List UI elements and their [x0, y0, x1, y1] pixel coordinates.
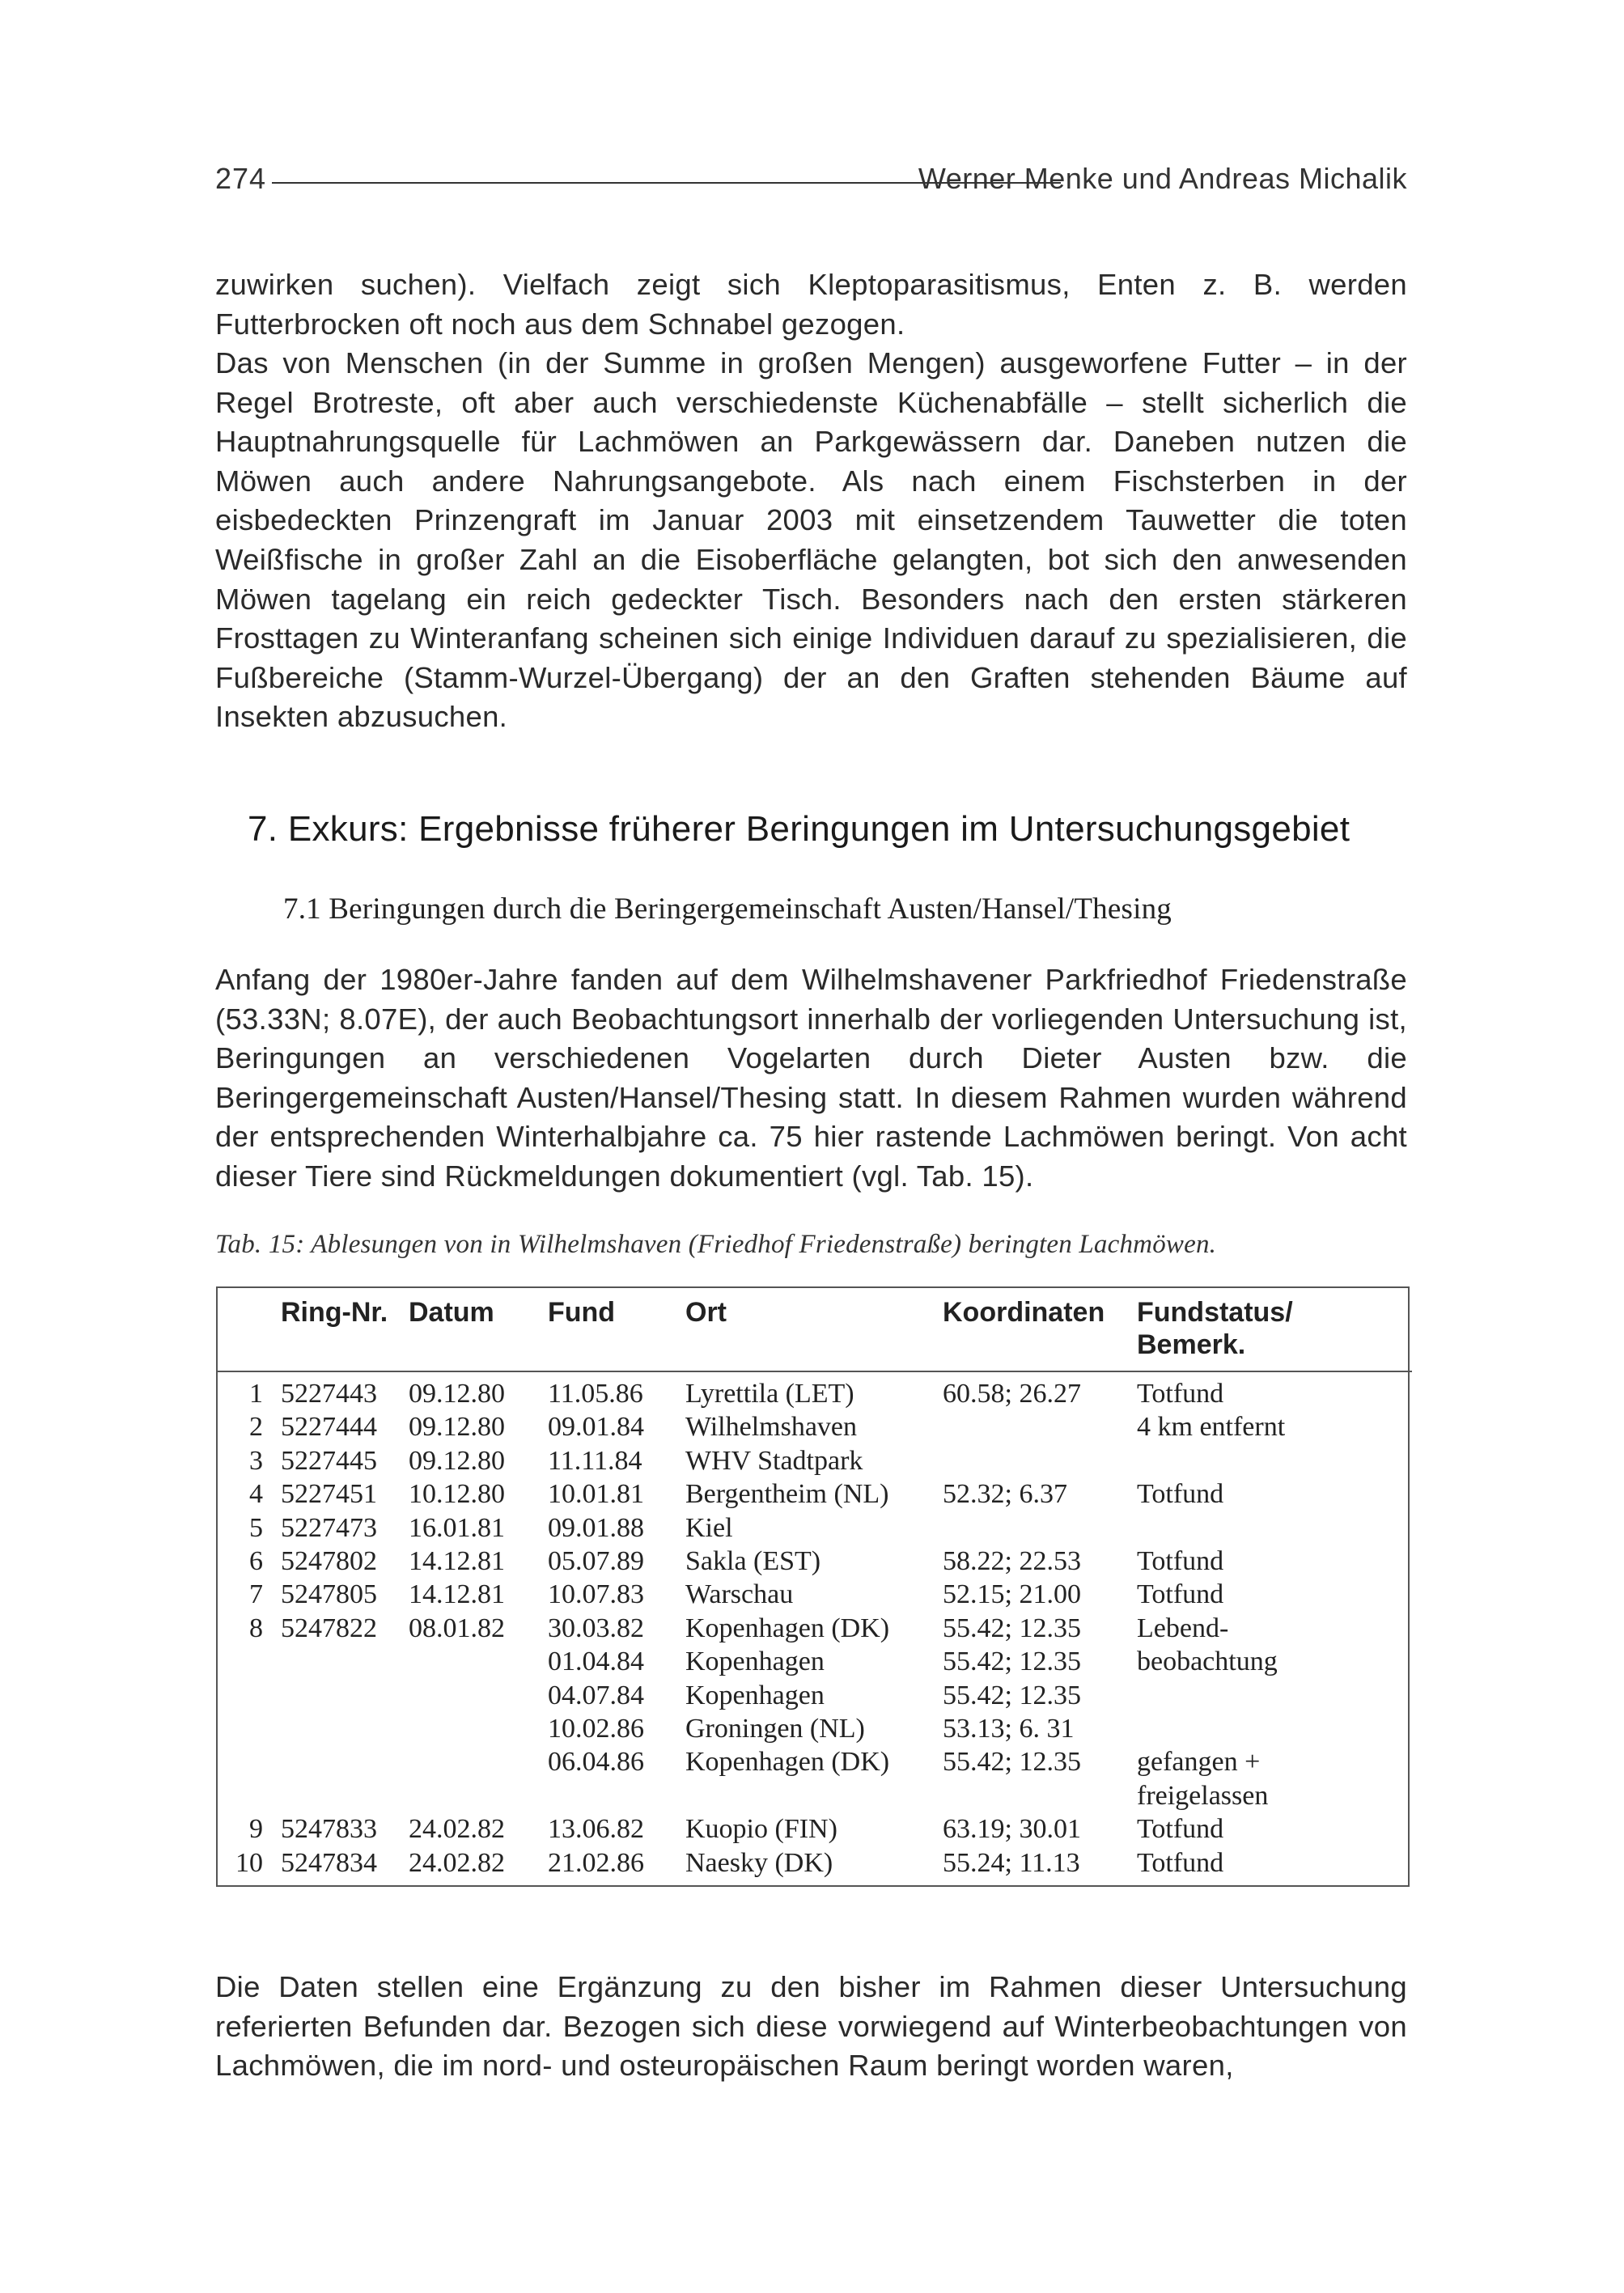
cell-nr [218, 1712, 281, 1745]
cell-ring-nr: 5247833 [281, 1814, 377, 1845]
cell-ring-nr: 5227444 [281, 1412, 377, 1443]
cell-nr: 3 [249, 1445, 263, 1476]
section-heading: 7. Exkurs: Ergebnisse früherer Beringungen im Untersuchungsgebiet [248, 809, 1351, 849]
cell-fund: 10.02.86 [548, 1714, 644, 1744]
cell-nr [218, 1779, 281, 1812]
table-header-row [218, 1296, 1412, 1329]
header-bemerk: Bemerk. [1137, 1329, 1412, 1371]
cell-nr: 6 [249, 1546, 263, 1577]
cell-datum [409, 1645, 548, 1678]
header-ring-nr: Ring-Nr. [281, 1297, 388, 1328]
cell-ort: Kuopio (FIN) [685, 1814, 837, 1845]
cell-koordinaten [943, 1444, 1137, 1477]
cell-koordinaten: 58.22; 22.53 [943, 1546, 1081, 1577]
cell-ring-nr: 5247805 [281, 1579, 377, 1610]
cell-koordinaten [943, 1779, 1137, 1812]
cell-fund: 04.07.84 [548, 1680, 644, 1710]
table-row [218, 1745, 1412, 1778]
header-datum: Datum [409, 1297, 494, 1328]
cell-datum: 09.12.80 [409, 1412, 505, 1443]
cell-koordinaten: 55.42; 12.35 [943, 1680, 1081, 1710]
cell-ring-nr: 5227473 [281, 1512, 377, 1543]
subsection-heading: 7.1 Beringungen durch die Beringergemeinschaft Austen/Hansel/Thesing [283, 892, 1172, 926]
cell-nr: 10 [235, 1847, 263, 1878]
paragraph-kleptoparasitism: zuwirken suchen). Vielfach zeigt sich Kleptoparasitismus, Enten z. B. werden Futterbrocken oft noch aus dem Schnabel gezogen. [215, 268, 1407, 341]
cell-fundstatus: gefangen + [1137, 1747, 1261, 1778]
table-row [218, 1712, 1412, 1745]
cell-fund: 05.07.89 [548, 1546, 644, 1577]
cell-fund: 09.01.88 [548, 1512, 644, 1543]
cell-fundstatus: Totfund [1137, 1379, 1224, 1409]
cell-ort: Warschau [685, 1579, 794, 1610]
cell-koordinaten: 52.15; 21.00 [943, 1579, 1081, 1610]
table-caption: Tab. 15: Ablesungen von in Wilhelmshaven (Friedhof Friedenstraße) beringten Lachmöwen. [215, 1230, 1217, 1259]
cell-fund: 13.06.82 [548, 1814, 644, 1845]
cell-ring-nr [281, 1745, 409, 1778]
cell-fund: 11.11.84 [548, 1445, 642, 1476]
cell-fund [548, 1779, 685, 1812]
cell-datum [409, 1745, 548, 1778]
header-ort: Ort [685, 1297, 727, 1328]
cell-koordinaten [943, 1511, 1137, 1545]
table-header-row-2 [218, 1329, 1412, 1371]
cell-ort: WHV Stadtpark [685, 1445, 863, 1476]
cell-nr: 1 [249, 1379, 263, 1409]
cell-nr: 4 [249, 1479, 263, 1510]
cell-ort: Kopenhagen (DK) [685, 1747, 890, 1778]
header-fund: Fund [548, 1297, 616, 1328]
cell-ort: Groningen (NL) [685, 1714, 865, 1744]
header-cell-empty [409, 1329, 548, 1371]
cell-ring-nr [281, 1679, 409, 1712]
cell-ring-nr: 5227443 [281, 1379, 377, 1409]
cell-datum: 14.12.81 [409, 1579, 505, 1610]
table-row [218, 1812, 1412, 1846]
cell-datum: 14.12.81 [409, 1546, 505, 1577]
table-row [218, 1410, 1412, 1443]
cell-nr: 8 [249, 1613, 263, 1643]
cell-ring-nr: 5247802 [281, 1546, 377, 1577]
cell-koordinaten [943, 1410, 1137, 1443]
cell-fund: 21.02.86 [548, 1847, 644, 1878]
cell-ring-nr: 5247822 [281, 1613, 377, 1643]
paragraph-ringing-history: Anfang der 1980er-Jahre fanden auf dem Wilhelmshavener Parkfriedhof Friedenstraße (53.33N; 8.07E), der auch Beobachtungsort innerhalb der vorliegenden Untersuchung ist, Beringungen an verschiedenen Vogelarten durch Dieter Austen bzw. die Beringergemeinschaft Austen/Hansel/Thesing statt. In diesem Rahmen wurden während der entsprechenden Winterhalbjahre ca. 75 hier rastende Lachmöwen beringt. Von acht dieser Tiere sind Rückmeldungen dokumentiert (vgl. Tab. 15). [215, 963, 1407, 1193]
cell-datum: 08.01.82 [409, 1613, 505, 1643]
header-koordinaten: Koordinaten [943, 1297, 1105, 1328]
cell-ring-nr: 5247834 [281, 1847, 377, 1878]
cell-ort: Kopenhagen [685, 1647, 825, 1677]
table-row [218, 1444, 1412, 1477]
cell-ort: Kopenhagen [685, 1680, 825, 1710]
paragraph-food-sources: Das von Menschen (in der Summe in großen Mengen) ausgeworfene Futter – in der Regel Brotreste, oft aber auch verschiedenste Küchenabfälle – stellt sicherlich die Hauptnahrungsquelle für Lachmöwen an Parkgewässern dar. Daneben nutzen die Möwen auch andere Nahrungsangebote. Als nach einem Fischsterben in der eisbedeckten Prinzengraft im Januar 2003 mit einsetzendem Tauwetter die toten Weißfische in großer Zahl an die Eisoberfläche gelangten, bot sich den anwesenden Möwen tagelang ein reich gedeckter Tisch. Besonders nach den ersten stärkeren Frosttagen zu Winteranfang scheinen sich einige Individuen darauf zu spezialisieren, die Fußbereiche (Stamm-Wurzel-Übergang) der an den Graften stehenden Bäume auf Insekten abzusuchen. [215, 346, 1407, 734]
cell-fund: 10.07.83 [548, 1579, 644, 1610]
cell-fundstatus: Totfund [1137, 1479, 1224, 1510]
cell-koordinaten: 55.42; 12.35 [943, 1647, 1081, 1677]
cell-koordinaten: 55.24; 11.13 [943, 1847, 1080, 1878]
cell-datum [409, 1679, 548, 1712]
cell-ring-nr: 5227445 [281, 1445, 377, 1476]
header-nr [218, 1296, 281, 1329]
cell-nr [218, 1745, 281, 1778]
cell-fundstatus: 4 km entfernt [1137, 1412, 1286, 1443]
table-row [218, 1578, 1412, 1611]
cell-fund: 10.01.81 [548, 1479, 644, 1510]
header-cell-empty [218, 1329, 281, 1371]
cell-datum [409, 1779, 548, 1812]
cell-datum: 16.01.81 [409, 1512, 505, 1543]
cell-fundstatus [1137, 1444, 1412, 1477]
header-cell-empty [548, 1329, 685, 1371]
table-row [218, 1545, 1412, 1578]
cell-fund: 01.04.84 [548, 1647, 644, 1677]
cell-fundstatus: Totfund [1137, 1546, 1224, 1577]
cell-nr [218, 1645, 281, 1678]
cell-datum: 10.12.80 [409, 1479, 505, 1510]
cell-datum: 09.12.80 [409, 1379, 505, 1409]
cell-fundstatus: Totfund [1137, 1579, 1224, 1610]
header-cell-empty [685, 1329, 943, 1371]
cell-fund: 11.05.86 [548, 1379, 643, 1409]
cell-ort: Sakla (EST) [685, 1546, 821, 1577]
cell-fundstatus [1137, 1679, 1412, 1712]
cell-ort: Kiel [685, 1512, 733, 1543]
table-row [218, 1371, 1412, 1410]
cell-nr [218, 1679, 281, 1712]
cell-ring-nr [281, 1645, 409, 1678]
cell-ort: Wilhelmshaven [685, 1412, 858, 1443]
table-row [218, 1511, 1412, 1545]
header-cell-empty [943, 1329, 1137, 1371]
cell-fundstatus: Totfund [1137, 1814, 1224, 1845]
running-header [215, 162, 1407, 210]
table-row [218, 1846, 1412, 1880]
cell-datum: 09.12.80 [409, 1445, 505, 1476]
cell-fundstatus: freigelassen [1137, 1780, 1269, 1811]
cell-ring-nr [281, 1779, 409, 1812]
cell-koordinaten: 63.19; 30.01 [943, 1814, 1081, 1845]
cell-koordinaten: 53.13; 6. 31 [943, 1714, 1075, 1744]
cell-ort: Bergentheim (NL) [685, 1479, 889, 1510]
cell-datum: 24.02.82 [409, 1847, 505, 1878]
cell-ort [685, 1779, 943, 1812]
cell-ring-nr [281, 1712, 409, 1745]
table-row [218, 1645, 1412, 1678]
table-row [218, 1612, 1412, 1645]
cell-fundstatus: beobachtung [1137, 1647, 1278, 1677]
table-row [218, 1477, 1412, 1511]
cell-fund: 09.01.84 [548, 1412, 644, 1443]
header-authors: Werner Menke und Andreas Michalik [918, 162, 1407, 195]
cell-nr: 7 [249, 1579, 263, 1610]
cell-koordinaten: 55.42; 12.35 [943, 1613, 1081, 1643]
table-row [218, 1679, 1412, 1712]
table-row [218, 1779, 1412, 1812]
page-number: 274 [215, 162, 267, 195]
cell-fundstatus [1137, 1712, 1412, 1745]
header-cell-empty [281, 1329, 409, 1371]
cell-ort: Kopenhagen (DK) [685, 1613, 890, 1643]
header-fundstatus: Fundstatus/ [1137, 1297, 1293, 1328]
cell-fundstatus: Lebend- [1137, 1613, 1229, 1643]
cell-fund: 30.03.82 [548, 1613, 644, 1643]
ring-recovery-table [218, 1296, 1412, 1880]
paragraph-conclusion: Die Daten stellen eine Ergänzung zu den bisher im Rahmen dieser Untersuchung referierten Befunden dar. Bezogen sich diese vorwiegend auf Winterbeobachtungen von Lachmöwen, die im nord- und osteuropäischen Raum beringt worden waren, [215, 1970, 1407, 2083]
cell-fundstatus: Totfund [1137, 1847, 1224, 1878]
cell-ring-nr: 5227451 [281, 1479, 377, 1510]
cell-datum: 24.02.82 [409, 1814, 505, 1845]
cell-koordinaten: 55.42; 12.35 [943, 1747, 1081, 1778]
cell-ort: Lyrettila (LET) [685, 1379, 854, 1409]
cell-koordinaten: 60.58; 26.27 [943, 1379, 1081, 1409]
cell-datum [409, 1712, 548, 1745]
cell-ort: Naesky (DK) [685, 1847, 833, 1878]
cell-fundstatus [1137, 1511, 1412, 1545]
cell-fund: 06.04.86 [548, 1747, 644, 1778]
cell-nr: 2 [249, 1412, 263, 1443]
cell-nr: 9 [249, 1814, 263, 1845]
table-body [218, 1371, 1412, 1880]
cell-koordinaten: 52.32; 6.37 [943, 1479, 1067, 1510]
cell-nr: 5 [249, 1512, 263, 1543]
